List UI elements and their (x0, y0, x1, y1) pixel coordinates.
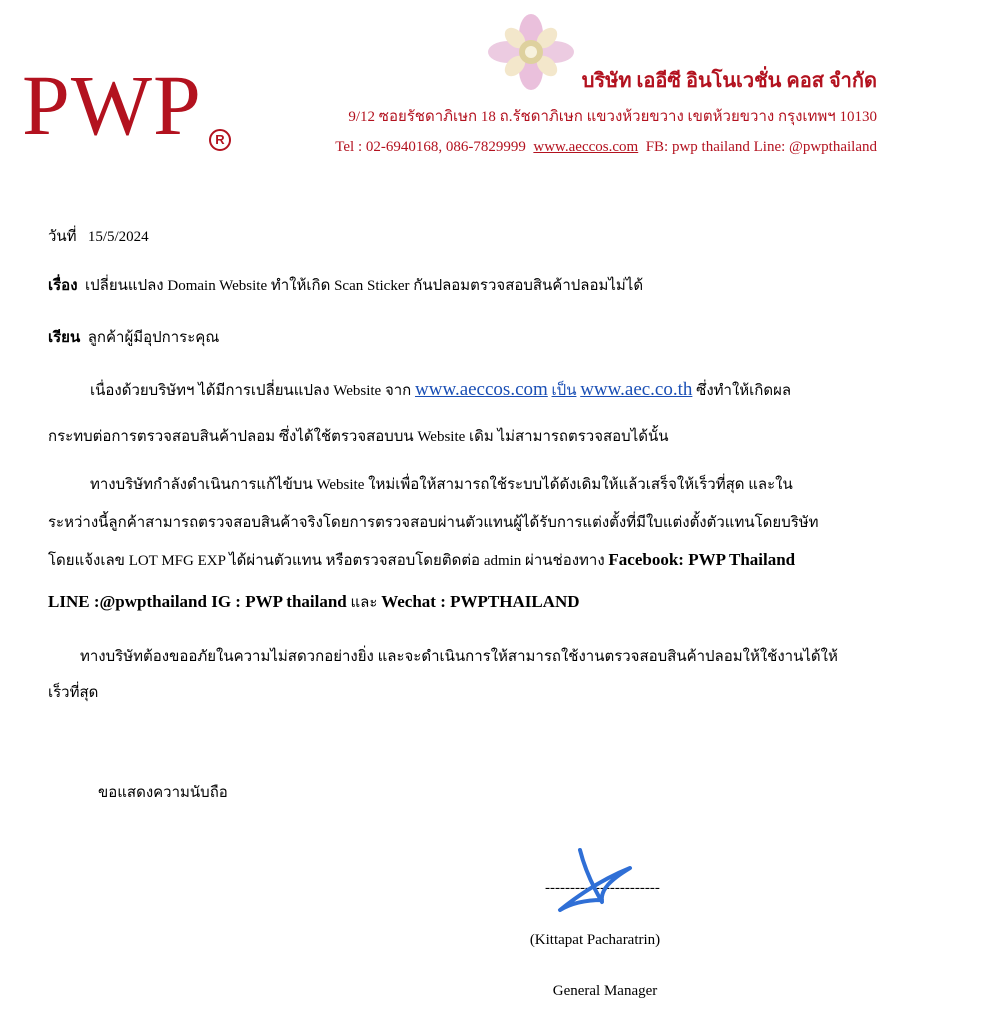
signature-line: ----------------------- (545, 880, 660, 896)
closing-text: ขอแสดงความนับถือ (98, 785, 228, 801)
contact-phone: Tel : 02-6940168, 086-7829999 (335, 139, 526, 155)
line-ig-handles: LINE :@pwpthailand IG : PWP thailand (48, 592, 347, 611)
p1-text-b: ซึ่งทำให้เกิดผล (696, 383, 792, 399)
date-label: วันที่ (48, 229, 77, 245)
company-contact (335, 139, 877, 156)
paragraph-1-line-1 (90, 378, 791, 402)
p1-text-a: เนื่องด้วยบริษัทฯ ได้มีการเปลี่ยนแปลง Website จาก (90, 383, 412, 399)
contact-website-link[interactable]: www.aeccos.com (533, 139, 639, 155)
p2-line3-text: โดยแจ้งเลข LOT MFG EXP ได้ผ่านตัวแทน หรือตรวจสอบโดยติดต่อ admin ผ่านช่องทาง (48, 553, 605, 569)
registered-mark: R (209, 129, 231, 151)
paragraph-2-line-1: ทางบริษัทกำลังดำเนินการแก้ไข้บน Website ใหม่เพื่อให้สามารถใช้ระบบได้ดังเดิมให้แล้วเสร็จให้เร็วที่สุด และใน (90, 477, 793, 493)
and-word: และ (350, 595, 378, 611)
handwritten-signature (540, 840, 660, 920)
subject-text: เปลี่ยนแปลง Domain Website ทำให้เกิด Scan Sticker กันปลอมตรวจสอบสินค้าปลอมไม่ได้ (85, 278, 644, 294)
subject-label: เรื่อง (48, 278, 78, 294)
subject-line (48, 273, 643, 297)
paragraph-3-line-2: เร็วที่สุด (48, 685, 99, 701)
date-line (48, 224, 149, 248)
contact-social: FB: pwp thailand Line: @pwpthailand (645, 139, 877, 155)
recipient-label: เรียน (48, 330, 81, 346)
paragraph-2-line-4 (48, 590, 580, 614)
wechat-handle: Wechat : PWPTHAILAND (381, 592, 580, 611)
facebook-handle: Facebook: PWP Thailand (608, 550, 796, 569)
company-logo: PWP (22, 57, 202, 153)
date-value: 15/5/2024 (87, 229, 149, 245)
new-website-link[interactable]: www.aec.co.th (580, 379, 693, 400)
signer-name: (Kittapat Pacharatrin) (529, 932, 661, 948)
company-address: 9/12 ซอยรัชดาภิเษก 18 ถ.รัชดาภิเษก แขวงห้วยขวาง เขตห้วยขวาง กรุงเทพฯ 10130 (348, 109, 877, 125)
signer-title: General Manager (552, 983, 658, 999)
paragraph-3-line-1: ทางบริษัทต้องขออภัยในความไม่สดวกอย่างยิ่ง และจะดำเนินการให้สามารถใช้งานตรวจสอบสินค้าปลอมให้ใช้งานได้ให้ (80, 649, 838, 665)
recipient-line (48, 325, 219, 349)
recipient-text: ลูกค้าผู้มีอุปการะคุณ (87, 330, 220, 346)
paragraph-1-line-2: กระทบต่อการตรวจสอบสินค้าปลอม ซึ่งได้ใช้ตรวจสอบบน Website เดิม ไม่สามารถตรวจสอบได้นั้น (48, 429, 669, 445)
old-website-link[interactable]: www.aeccos.com (415, 379, 548, 400)
lotus-emblem-icon (488, 12, 574, 92)
p1-mid: เป็น (551, 383, 577, 399)
company-name: บริษัท เออีซี อินโนเวชั่น คอส จำกัด (581, 70, 877, 92)
paragraph-2-line-2: ระหว่างนี้ลูกค้าสามารถตรวจสอบสินค้าจริงโดยการตรวจสอบผ่านตัวแทนผู้ได้รับการแต่งตั้งที่มีใบแต่งตั้งตัวแทนโดยบริษัท (48, 515, 819, 531)
paragraph-2-line-3 (48, 548, 795, 572)
